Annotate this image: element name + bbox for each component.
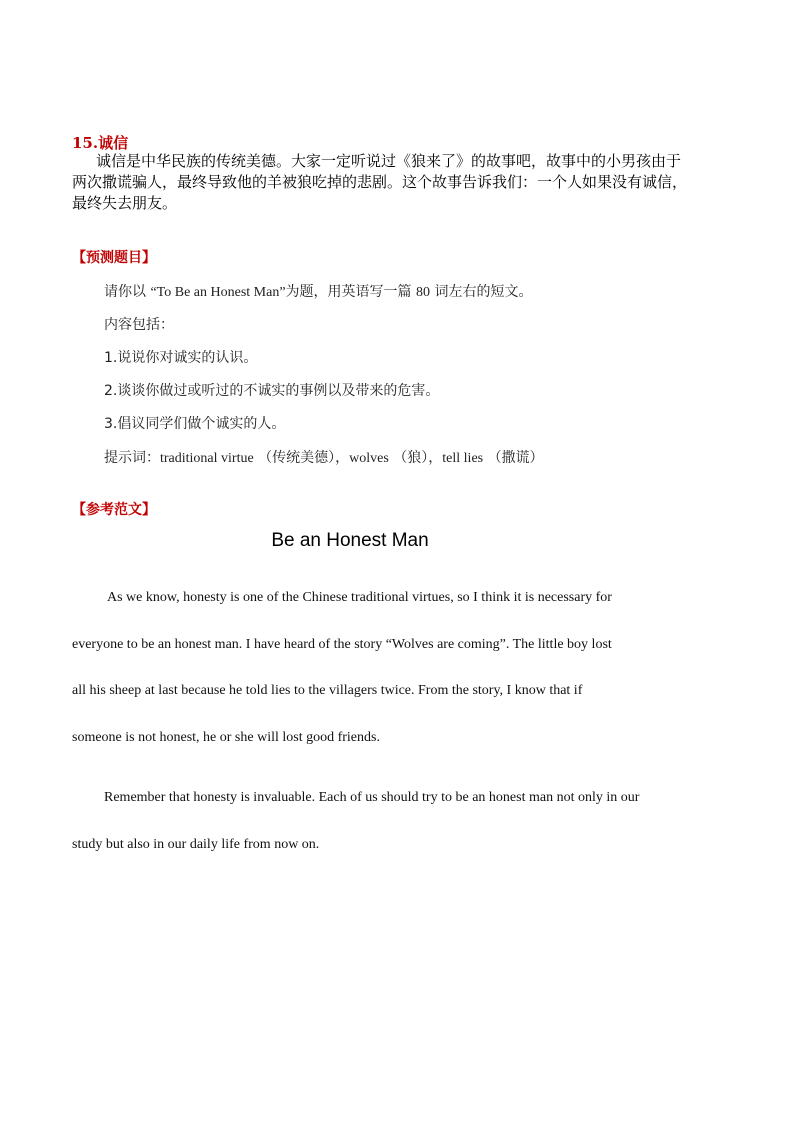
intro-line-3: 最终失去朋友。 [72,194,178,212]
paragraph-1-line-2: everyone to be an honest man. I have heard of the story “Wolves are coming”. The little boy lost [72,637,612,652]
hint-word-2: wolves [349,451,389,466]
paragraph-2-line-2: study but also in our daily life from now on. [72,837,320,852]
prompt-mid: 为题，用英语写一篇 [285,284,412,300]
prompt-pre: 请你以 [104,284,146,300]
prompt-post: 词左右的短文。 [434,284,533,300]
point-3: 3.倡议同学们做个诚实的人。 [104,416,286,432]
essay-title: Be an Honest Man [271,530,429,551]
hint-word-1: traditional virtue [160,451,254,466]
paragraph-1-line-3: all his sheep at last because he told lies to the villagers twice. From the story, I know that if [72,683,583,698]
hint-meaning-2: （狼）， [393,450,443,466]
hint-meaning-3: （撒谎） [487,450,544,466]
intro-line-1: 诚信是中华民族的传统美德。大家一定听说过《狼来了》的故事吧，故事中的小男孩由于 [96,152,682,170]
section-title: 15.诚信 [72,134,129,152]
intro-line-2: 两次撒谎骗人，最终导致他的羊被狼吃掉的悲剧。这个故事告诉我们：一个人如果没有诚信， [72,173,688,191]
point-2: 2.谈谈你做过或听过的不诚实的事例以及带来的危害。 [104,383,440,399]
hint-label: 提示词： [104,450,160,466]
hint-meaning-1: （传统美德）， [258,450,350,466]
prompt-title: “To Be an Honest Man” [150,285,286,300]
sample-heading: 【参考范文】 [72,502,156,518]
prediction-prompt [104,281,532,301]
paragraph-1-line-4: someone is not honest, he or she will lost good friends. [72,730,380,745]
paragraph-1-line-1: As we know, honesty is one of the Chinese traditional virtues, so I think it is necessary for [107,590,612,605]
prompt-num: 80 [416,285,430,300]
content-label: 内容包括： [104,317,174,333]
hint-line [104,447,544,467]
hint-word-3: tell lies [442,451,484,466]
prediction-heading: 【预测题目】 [72,250,156,266]
paragraph-2-line-1: Remember that honesty is invaluable. Each of us should try to be an honest man not only in our [104,790,640,805]
point-1: 1.说说你对诚实的认识。 [104,350,258,366]
